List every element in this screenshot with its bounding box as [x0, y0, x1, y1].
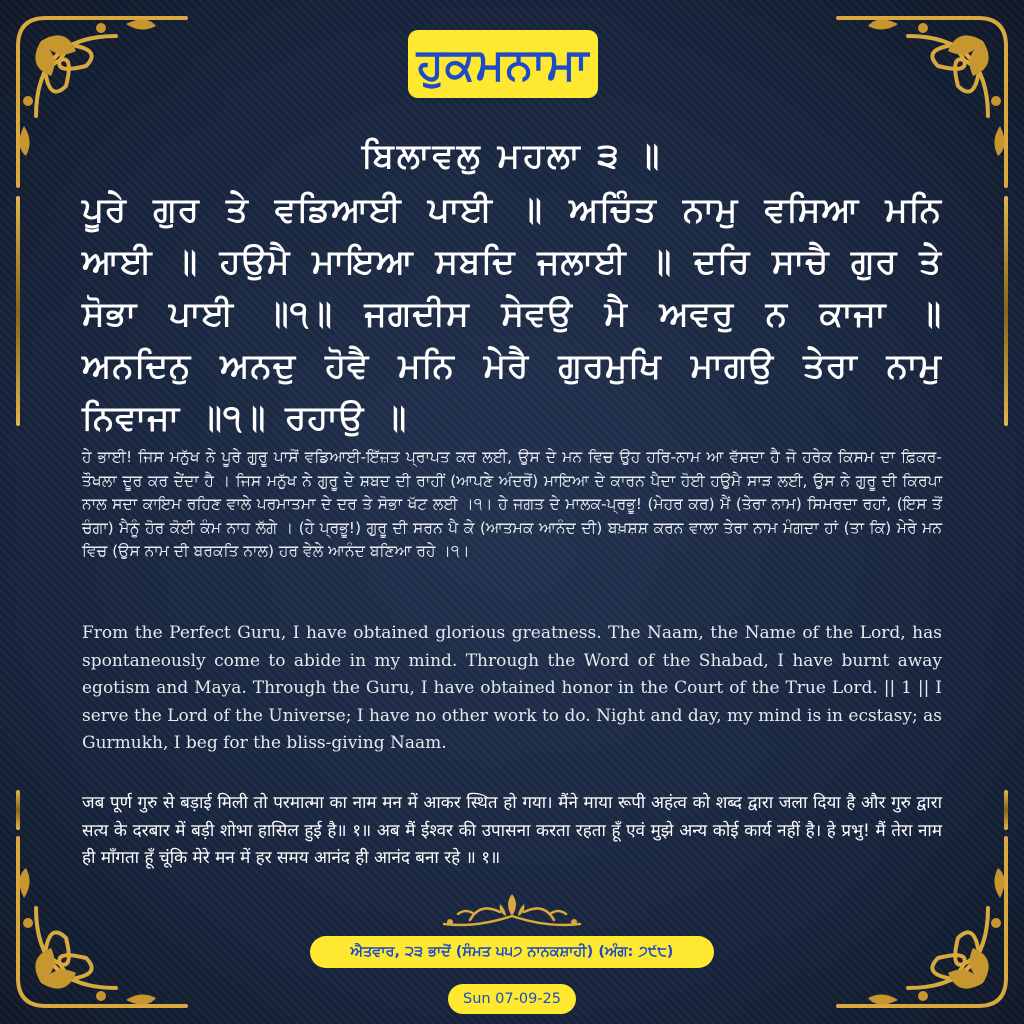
- english-translation: From the Perfect Guru, I have obtained glorious greatness. The Naam, the Name of the Lord, has spontaneously come to abide in my mind. Through the Word of the Shabad, I have burnt away egotism and Maya. Through the Guru, I have obtained honor in the Court of the True Lord. || 1 || I serve the Lord of the Universe; I have no other work to do. Night and day, my mind is in ecstasy; as Gurmukh, I beg for the bliss-giving Naam.: [82, 623, 942, 753]
- date-badge: ਐਤਵਾਰ, ੨੩ ਭਾਦੋਂ (ਸੰਮਤ ੫੫੭ ਨਾਨਕਸ਼ਾਹੀ) (ਅੰਗ: ੭੯੮): [310, 936, 714, 968]
- punjabi-explanation: ਹੇ ਭਾਈ! ਜਿਸ ਮਨੁੱਖ ਨੇ ਪੂਰੇ ਗੁਰੂ ਪਾਸੋਂ ਵਡਿਆਈ-ਇੱਜ਼ਤ ਪ੍ਰਾਪਤ ਕਰ ਲਈ, ਉਸ ਦੇ ਮਨ ਵਿਚ ਉਹ ਹਰਿ-ਨਾਮ ਆ ਵੱਸਦਾ ਹੈ ਜੋ ਹਰੇਕ ਕਿਸਮ ਦਾ ਫ਼ਿਕਰ-ਤੌਖਲਾ ਦੂਰ ਕਰ ਦੇਂਦਾ ਹੈ । ਜਿਸ ਮਨੁੱਖ ਨੇ ਗੁਰੂ ਦੇ ਸ਼ਬਦ ਦੀ ਰਾਹੀਂ (ਆਪਣੇ ਅੰਦਰੋਂ) ਮਾਇਆ ਦੇ ਕਾਰਨ ਪੈਦਾ ਹੋਈ ਹਉਮੈ ਸਾੜ ਲਈ, ਉਸ ਨੇ ਗੁਰੂ ਦੀ ਕਿਰਪਾ ਨਾਲ ਸਦਾ ਕਾਇਮ ਰਹਿਣ ਵਾਲੇ ਪਰਮਾਤਮਾ ਦੇ ਦਰ ਤੇ ਸੋਭਾ ਖੱਟ ਲਈ ।੧। ਹੇ ਜਗਤ ਦੇ ਮਾਲਕ-ਪ੍ਰਭੂ! (ਮੇਹਰ ਕਰ) ਮੈਂ (ਤੇਰਾ ਨਾਮ) ਸਿਮਰਦਾ ਰਹਾਂ, (ਇਸ ਤੋਂ ਚੰਗਾ) ਮੈਨੂੰ ਹੋਰ ਕੋਈ ਕੰਮ ਨਾਹ ਲੱਗੇ । (ਹੇ ਪ੍ਰਭੂ!) ਗੁਰੂ ਦੀ ਸਰਨ ਪੈ ਕੇ (ਆਤਮਕ ਆਨੰਦ ਦੀ) ਬਖ਼ਸ਼ਸ਼ ਕਰਨ ਵਾਲਾ ਤੇਰਾ ਨਾਮ ਮੰਗਦਾ ਹਾਂ (ਤਾ ਕਿ) ਮੇਰੇ ਮਨ ਵਿਚ (ਉਸ ਨਾਮ ਦੀ ਬਰਕਤਿ ਨਾਲ) ਹਰ ਵੇਲੇ ਆਨੰਦ ਬਣਿਆ ਰਹੇ ।੧।: [82, 448, 942, 560]
- shabad-heading: ਬਿਲਾਵਲੁ ਮਹਲਾ ੩ ॥: [361, 136, 663, 176]
- short-date-badge: Sun 07-09-25: [448, 984, 576, 1014]
- right-border-line-top: [1004, 196, 1008, 426]
- center-flourish-icon: [440, 890, 584, 934]
- left-border-line-top: [16, 196, 20, 426]
- hindi-translation: जब पूर्ण गुरु से बड़ाई मिली तो परमात्मा का नाम मन में आकर स्थित हो गया। मैंने माया रूपी अहंत्व को शब्द द्वारा जला दिया है और गुरु द्वारा सत्य के दरबार में बड़ी शोभा हासिल हुई है॥ १॥ अब मैं ईश्वर की उपासना करता रहता हूँ एवं मुझे अन्य कोई कार्य नहीं है। हे प्रभु! मैं तेरा नाम ही माँगता हूँ चूंकि मेरे मन में हर समय आनंद ही आनंद बना रहे ॥ १॥: [82, 793, 942, 868]
- gurbani-text: ਪੂਰੇ ਗੁਰ ਤੇ ਵਡਿਆਈ ਪਾਈ ॥ ਅਚਿੰਤ ਨਾਮੁ ਵਸਿਆ ਮਨਿ ਆਈ ॥ ਹਉਮੈ ਮਾਇਆ ਸਬਦਿ ਜਲਾਈ ॥ ਦਰਿ ਸਾਚੈ ਗੁਰ ਤੇ ਸੋਭਾ ਪਾਈ ॥੧॥ ਜਗਦੀਸ ਸੇਵਉ ਮੈ ਅਵਰੁ ਨ ਕਾਜਾ ॥ ਅਨਦਿਨੁ ਅਨਦੁ ਹੋਵੈ ਮਨਿ ਮੇਰੈ ਗੁਰਮੁਖਿ ਮਾਗਉ ਤੇਰਾ ਨਾਮੁ ਨਿਵਾਜਾ ॥੧॥ ਰਹਾਉ ॥: [82, 190, 942, 438]
- right-border-line-bottom: [1004, 790, 1008, 830]
- page-title: ਹੁਕਮਨਾਮਾ: [408, 30, 598, 98]
- left-border-line-bottom: [16, 790, 20, 830]
